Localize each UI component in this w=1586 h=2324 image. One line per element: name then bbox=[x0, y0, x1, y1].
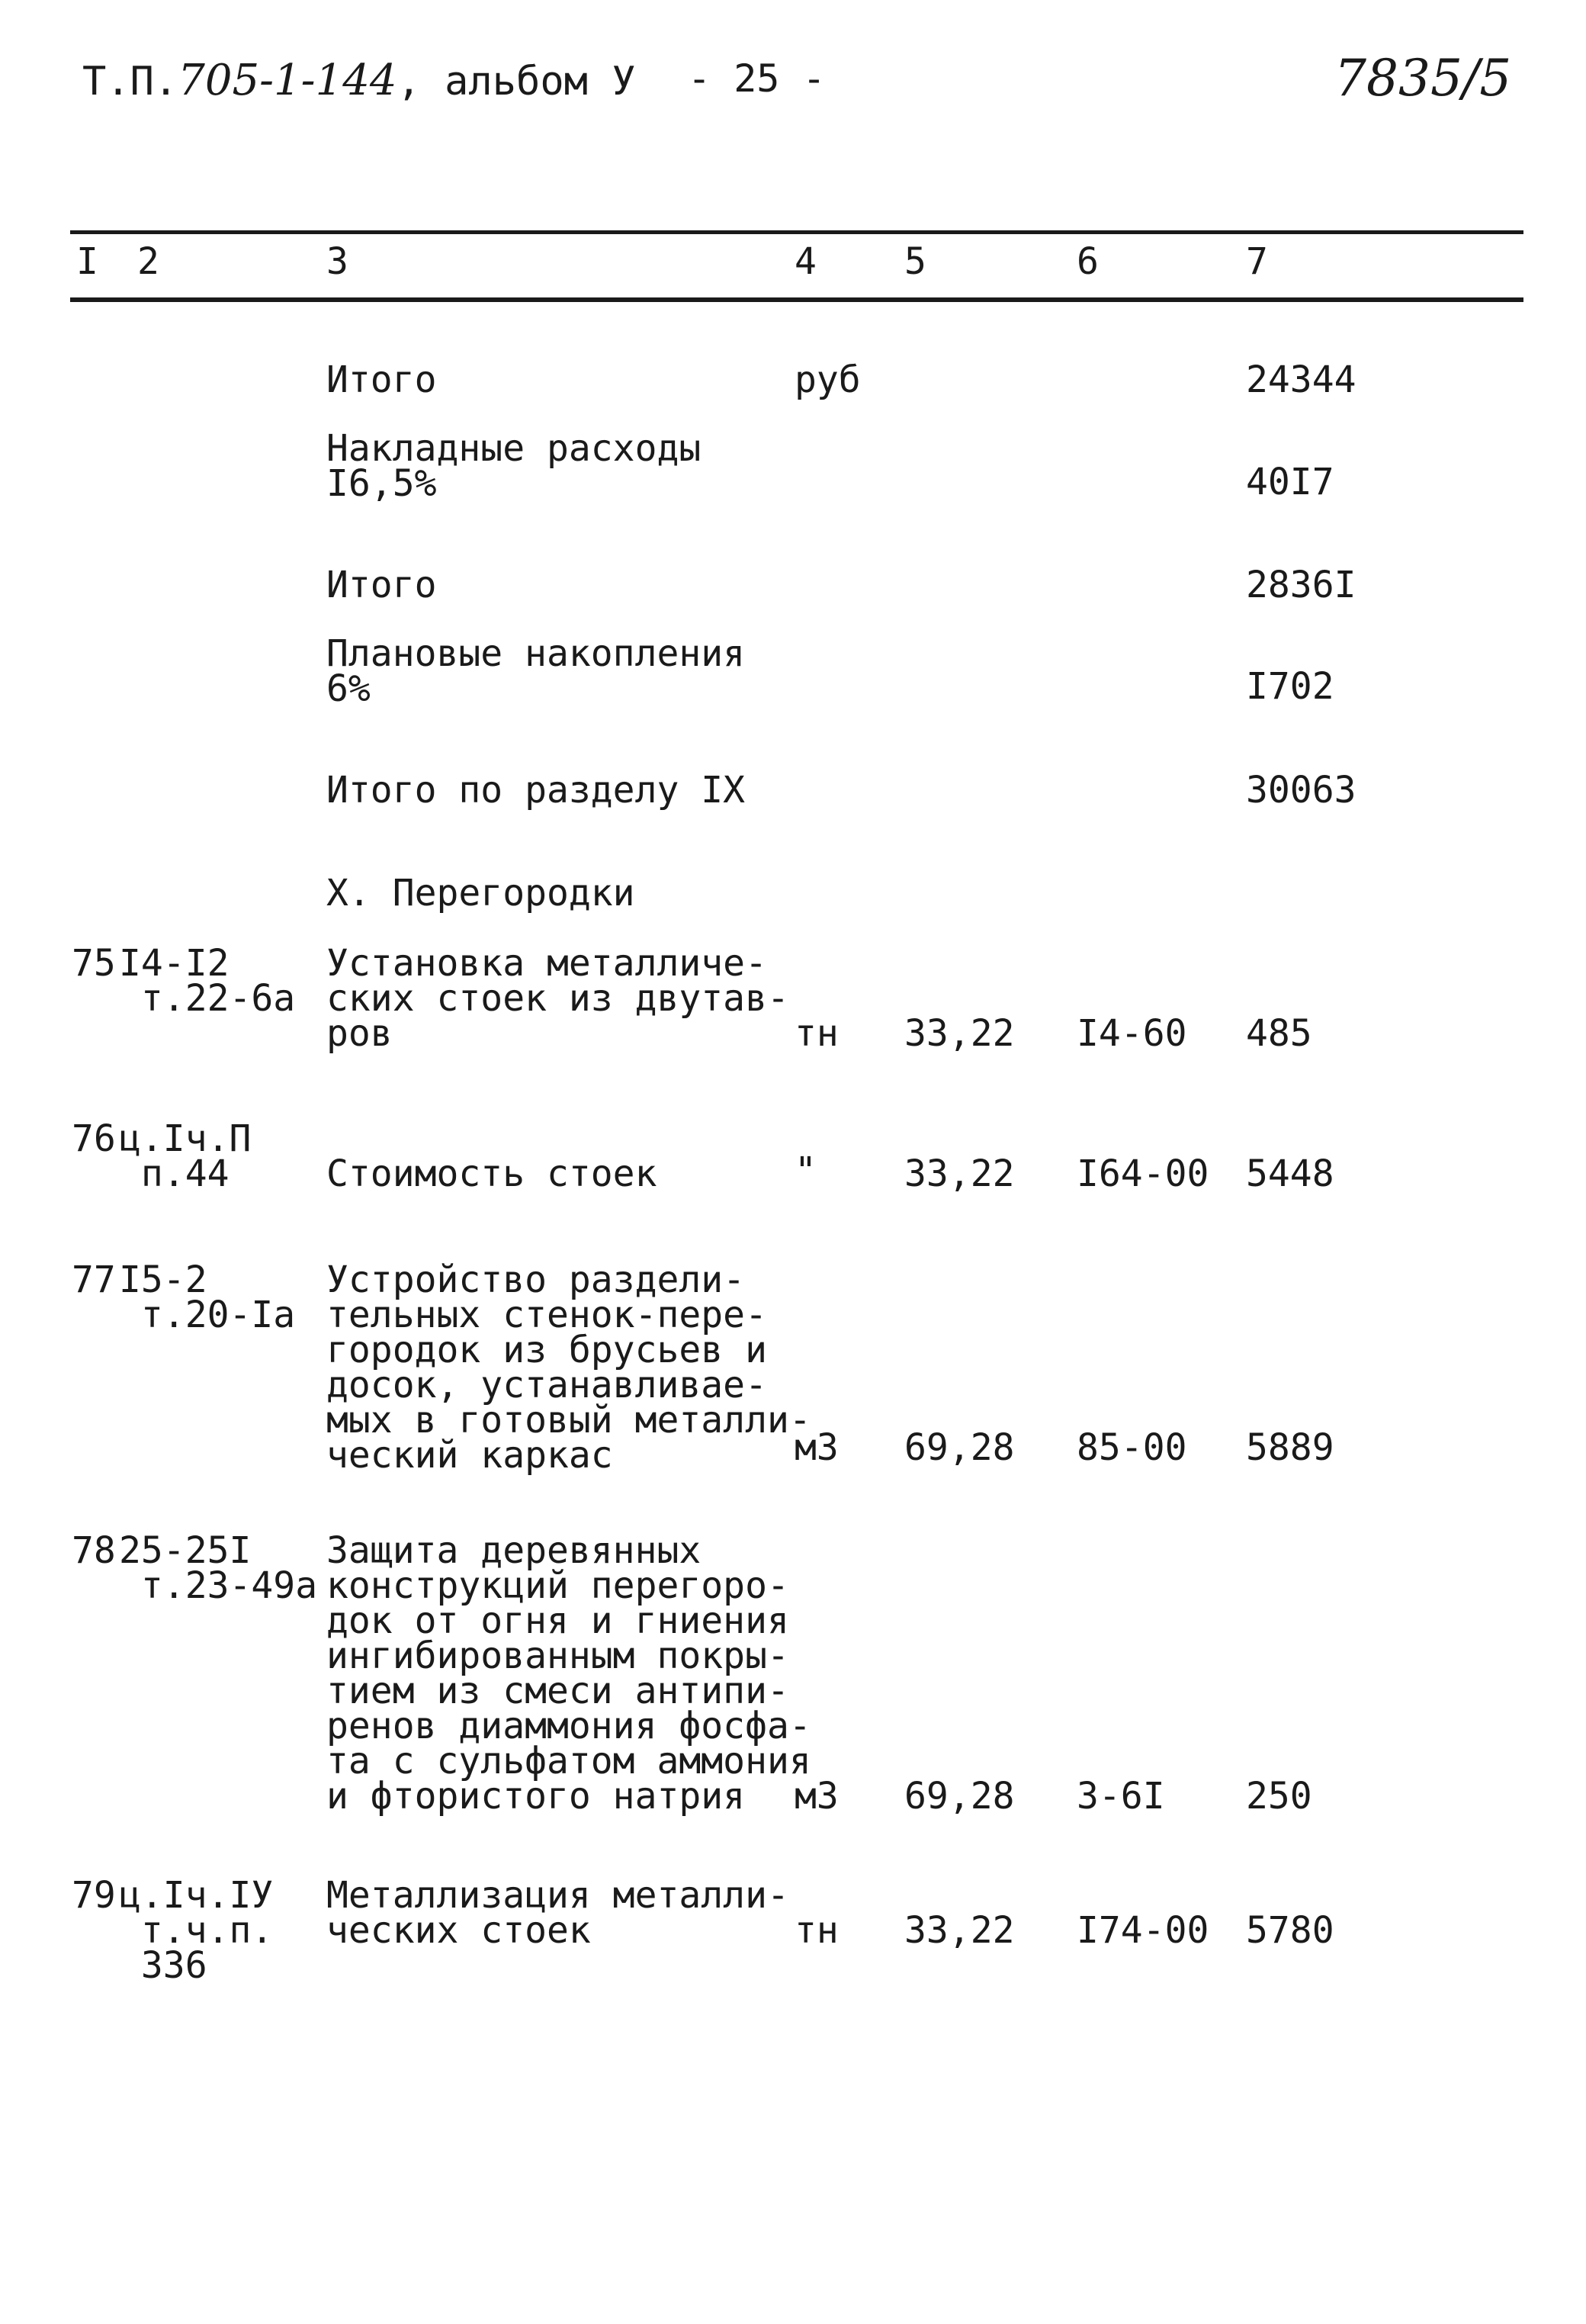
column-header-4: 4 bbox=[795, 240, 817, 283]
row-total: 5448 bbox=[1246, 1152, 1334, 1195]
row-unit-price: 85-00 bbox=[1077, 1426, 1187, 1469]
row-number: 77 bbox=[72, 1258, 116, 1301]
row-number: 75 bbox=[72, 942, 116, 985]
column-header-6: 6 bbox=[1077, 240, 1099, 283]
row-unit: м3 bbox=[795, 1775, 839, 1818]
row-code: 25-25I т.23-49а bbox=[119, 1529, 318, 1607]
row-unit-price: I64-00 bbox=[1077, 1152, 1209, 1195]
project-number-handwritten: 705-1-144 bbox=[178, 56, 397, 105]
row-unit-price: 3-6I bbox=[1077, 1775, 1165, 1818]
row-unit: руб bbox=[795, 358, 861, 401]
row-number: 79 bbox=[72, 1874, 116, 1917]
table-top-rule bbox=[70, 230, 1523, 234]
row-quantity: 69,28 bbox=[904, 1426, 1015, 1469]
row-code: ц.Iч.IУ т.ч.п. 336 bbox=[119, 1874, 274, 1987]
row-total: 5780 bbox=[1246, 1909, 1334, 1952]
row-code: I4-I2 т.22-6а bbox=[119, 942, 296, 1020]
row-description: Защита деревянных конструкций перегоро- док от огня и гниения ингибированным покры- тием из смеси антипи- ренов диаммония фосфа- та с сульфатом аммония и фтористого натрия bbox=[326, 1529, 811, 1818]
page-number: - 25 - bbox=[688, 56, 826, 101]
row-description: Плановые накопления 6% bbox=[326, 632, 746, 710]
row-description: Устройство раздели- тельных стенок-пере- городок из брусьев и досок, устанавливае- мых в готовый металли- ческий каркас bbox=[326, 1258, 811, 1477]
row-total: I702 bbox=[1246, 665, 1334, 708]
doc-prefix: Т.П. bbox=[82, 59, 178, 104]
column-header-3: 3 bbox=[326, 240, 348, 283]
row-description: Итого bbox=[326, 358, 437, 401]
section-title: X. Перегородки bbox=[326, 872, 635, 914]
row-unit-price: I74-00 bbox=[1077, 1909, 1209, 1952]
row-quantity: 33,22 bbox=[904, 1909, 1015, 1952]
row-total: 485 bbox=[1246, 1012, 1312, 1055]
row-quantity: 33,22 bbox=[904, 1152, 1015, 1195]
row-unit: тн bbox=[795, 1909, 839, 1952]
row-description: Стоимость стоек bbox=[326, 1152, 657, 1195]
row-code: ц.Iч.П п.44 bbox=[119, 1117, 252, 1195]
row-number: 76 bbox=[72, 1117, 116, 1160]
column-header-5: 5 bbox=[904, 240, 926, 283]
table-header-rule bbox=[70, 297, 1523, 302]
row-total: 40I7 bbox=[1246, 461, 1334, 503]
column-header-1: I bbox=[76, 240, 98, 283]
row-description: Металлизация металли- ческих стоек bbox=[326, 1874, 789, 1952]
row-description: Итого bbox=[326, 564, 437, 606]
row-total: 250 bbox=[1246, 1775, 1312, 1818]
row-total: 24344 bbox=[1246, 358, 1356, 401]
column-header-7: 7 bbox=[1246, 240, 1268, 283]
page-header bbox=[82, 56, 636, 105]
row-code: I5-2 т.20-Iа bbox=[119, 1258, 296, 1336]
row-quantity: 69,28 bbox=[904, 1775, 1015, 1818]
row-total: 5889 bbox=[1246, 1426, 1334, 1469]
sheet-code-handwritten: 7835/5 bbox=[1334, 49, 1512, 108]
row-total: 2836I bbox=[1246, 564, 1356, 606]
row-quantity: 33,22 bbox=[904, 1012, 1015, 1055]
album-label: , альбом У bbox=[396, 59, 636, 104]
row-unit: тн bbox=[795, 1012, 839, 1055]
row-unit-price: I4-60 bbox=[1077, 1012, 1187, 1055]
row-number: 78 bbox=[72, 1529, 116, 1572]
row-description: Итого по разделу IX bbox=[326, 769, 746, 812]
row-description: Установка металличе- ских стоек из двутав- ров bbox=[326, 942, 789, 1055]
row-description: Накладные расходы I6,5% bbox=[326, 427, 702, 505]
row-unit: м3 bbox=[795, 1426, 839, 1469]
row-total: 30063 bbox=[1246, 769, 1356, 812]
row-unit: " bbox=[795, 1149, 817, 1192]
column-header-2: 2 bbox=[137, 240, 159, 283]
